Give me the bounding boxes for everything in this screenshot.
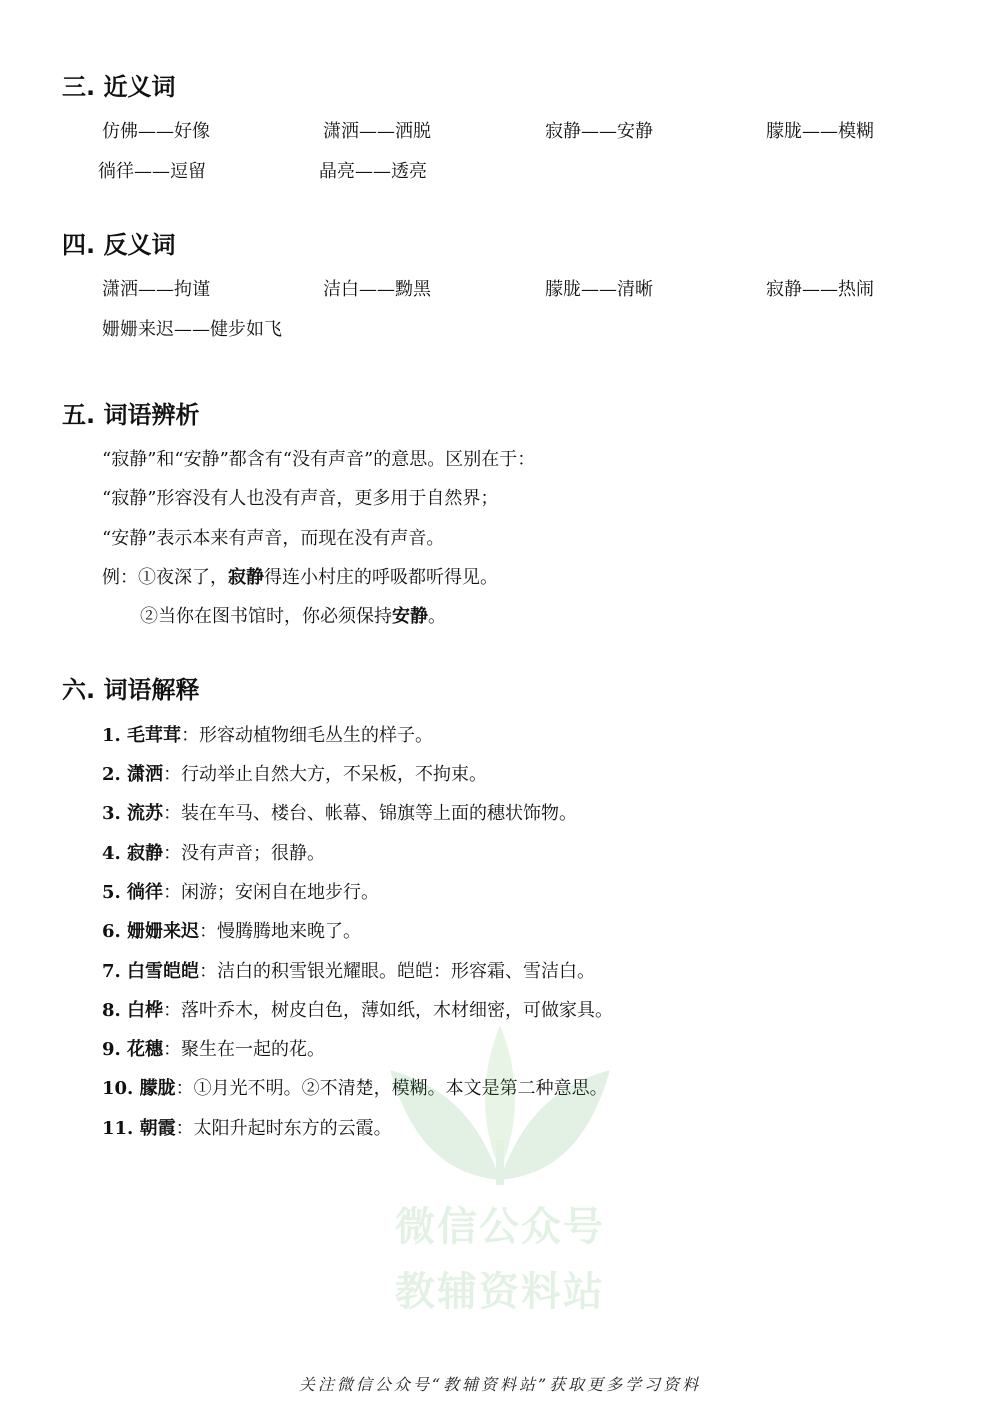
explanation-definition: ：没有声音；很静。 bbox=[163, 843, 326, 864]
heading-analysis: 五. 词语辨析 bbox=[62, 401, 200, 429]
antonym-pair: 洁白——黝黑 bbox=[323, 279, 431, 300]
explanation-term: 4. 寂静 bbox=[102, 843, 164, 864]
explanation-definition: ：装在车马、楼台、帐幕、锦旗等上面的穗状饰物。 bbox=[163, 803, 578, 824]
explanation-definition: ：落叶乔木，树皮白色，薄如纸，木材细密，可做家具。 bbox=[163, 1000, 614, 1021]
explanation-item bbox=[102, 1115, 392, 1143]
watermark-line-2: 教辅资料站 bbox=[395, 1269, 605, 1315]
explanation-item bbox=[102, 722, 433, 750]
explanation-item bbox=[102, 800, 577, 828]
explanation-term: 8. 白桦 bbox=[102, 1000, 164, 1021]
watermark bbox=[350, 1000, 650, 1320]
antonym-row-1 bbox=[0, 276, 1000, 304]
explanation-definition: ：聚生在一起的花。 bbox=[163, 1039, 326, 1060]
example-prefix: 例：①夜深了， bbox=[102, 567, 228, 588]
explanation-definition: ：慢腾腾地来晚了。 bbox=[199, 921, 362, 942]
antonym-pair: 寂静——热闹 bbox=[766, 279, 874, 300]
explanation-term: 10. 朦胧 bbox=[102, 1078, 176, 1099]
explanation-definition: ：形容动植物细毛丛生的样子。 bbox=[181, 725, 434, 746]
heading-synonyms: 三. 近义词 bbox=[62, 73, 176, 101]
synonym-row-2 bbox=[0, 158, 1000, 186]
heading-explanations: 六. 词语解释 bbox=[62, 676, 200, 704]
explanation-definition: ：行动举止自然大方，不呆板，不拘束。 bbox=[163, 764, 488, 785]
analysis-line: “寂静”和“安静”都含有“没有声音”的意思。区别在于： bbox=[102, 449, 536, 470]
explanation-item bbox=[102, 958, 595, 986]
example-sentence-1 bbox=[102, 564, 498, 592]
synonym-pair: 仿佛——好像 bbox=[102, 121, 210, 142]
analysis-line: “安静”表示本来有声音，而现在没有声音。 bbox=[102, 528, 445, 549]
example-prefix: ②当你在图书馆时，你必须保持 bbox=[140, 606, 392, 627]
explanation-term: 7. 白雪皑皑 bbox=[102, 961, 200, 982]
explanation-term: 2. 潇洒 bbox=[102, 764, 164, 785]
explanation-item bbox=[102, 840, 325, 868]
antonym-pair: 姗姗来迟——健步如飞 bbox=[102, 319, 282, 340]
synonym-pair: 晶亮——透亮 bbox=[319, 161, 427, 182]
explanation-definition: ：①月光不明。②不清楚，模糊。本文是第二种意思。 bbox=[175, 1078, 608, 1099]
example-keyword: 安静 bbox=[392, 606, 428, 627]
explanation-item bbox=[102, 918, 361, 946]
synonym-row-1 bbox=[0, 118, 1000, 146]
synonym-pair: 徜徉——逗留 bbox=[98, 161, 206, 182]
synonym-pair: 朦胧——模糊 bbox=[766, 121, 874, 142]
explanation-term: 11. 朝霞 bbox=[102, 1118, 176, 1139]
synonym-pair: 寂静——安静 bbox=[545, 121, 653, 142]
synonym-pair: 潇洒——洒脱 bbox=[323, 121, 431, 142]
explanation-term: 5. 徜徉 bbox=[102, 882, 164, 903]
antonym-pair: 潇洒——拘谨 bbox=[102, 279, 210, 300]
example-keyword: 寂静 bbox=[228, 567, 264, 588]
explanation-definition: ：洁白的积雪银光耀眼。皑皑：形容霜、雪洁白。 bbox=[199, 961, 596, 982]
example-sentence-2 bbox=[140, 603, 446, 631]
explanation-definition: ：太阳升起时东方的云霞。 bbox=[175, 1118, 392, 1139]
watermark-line-1: 微信公众号 bbox=[395, 1204, 605, 1250]
explanation-item bbox=[102, 879, 379, 907]
explanation-term: 6. 姗姗来迟 bbox=[102, 921, 200, 942]
analysis-line: “寂静”形容没有人也没有声音，更多用于自然界； bbox=[102, 488, 499, 509]
explanation-item bbox=[102, 761, 487, 789]
explanation-term: 9. 花穗 bbox=[102, 1039, 164, 1060]
antonym-pair: 朦胧——清晰 bbox=[545, 279, 653, 300]
explanation-definition: ：闲游；安闲自在地步行。 bbox=[163, 882, 380, 903]
example-suffix: 得连小村庄的呼吸都听得见。 bbox=[264, 567, 498, 588]
explanation-term: 1. 毛茸茸 bbox=[102, 725, 182, 746]
footer-note: 关注微信公众号“教辅资料站”获取更多学习资料 bbox=[298, 1375, 702, 1394]
example-suffix: 。 bbox=[428, 606, 446, 627]
explanation-item bbox=[102, 1036, 325, 1064]
heading-antonyms: 四. 反义词 bbox=[62, 231, 176, 259]
antonym-row-2 bbox=[0, 316, 1000, 344]
explanation-term: 3. 流苏 bbox=[102, 803, 164, 824]
sprout-logo-icon bbox=[350, 1000, 650, 1190]
